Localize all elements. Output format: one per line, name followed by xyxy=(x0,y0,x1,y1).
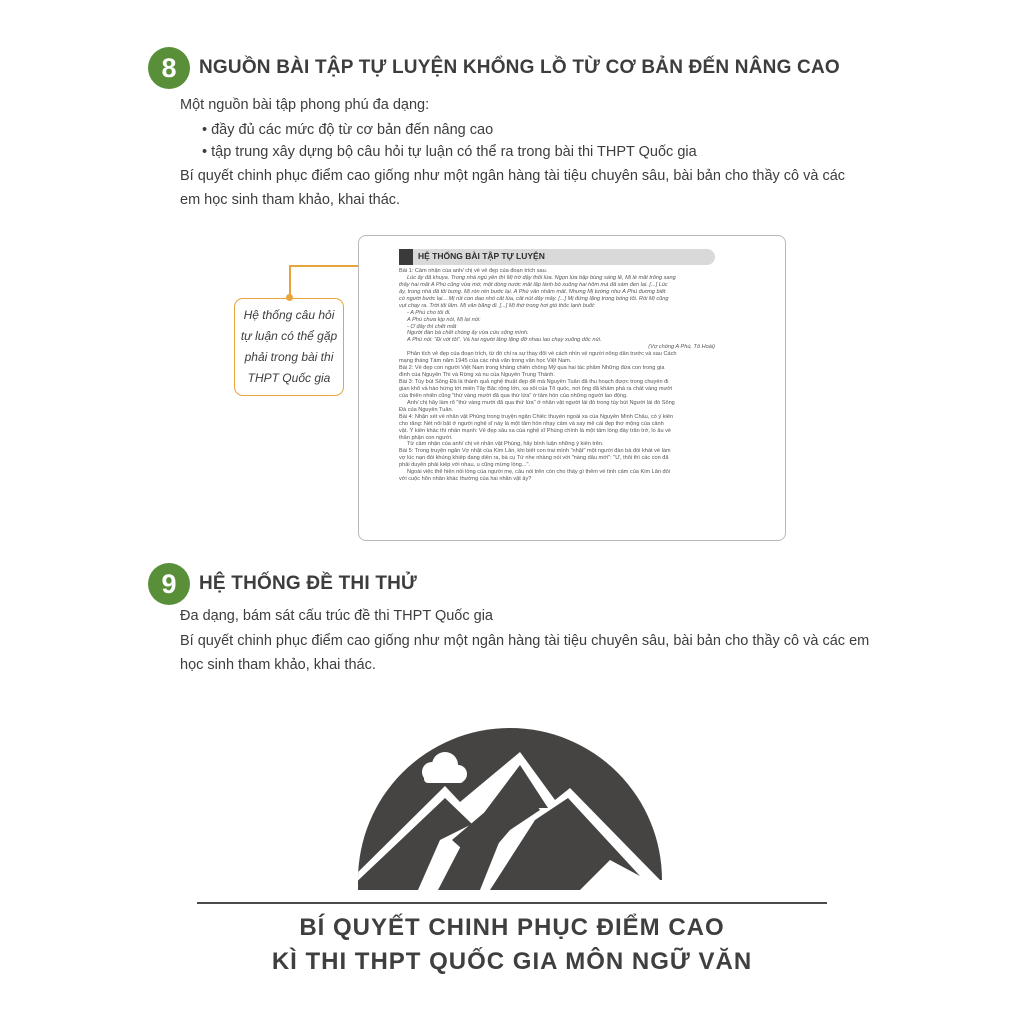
preview-line: phải duyên phải kiếp với nhau, u cũng mừng lòng...". xyxy=(399,462,530,469)
preview-line: Bài 3: Tùy bút Sông Đà là thành quả nghệ thuật đẹp đẽ mà Nguyễn Tuân đã thu hoạch được trong chuyến đi xyxy=(399,379,669,385)
preview-line: vợ lúc nạn đói khủng khiếp đang diễn ra, bà cụ Tứ nhẹ nhàng nói với "nàng dâu mới": "Ừ, thôi thì các con đã xyxy=(399,455,669,462)
preview-line: vật. Ý kiến khác thì nhấn mạnh: Vẻ đẹp sâu xa của nghệ sĩ Phùng chính là một tấm lòng đầy trăn trở, lo âu về xyxy=(399,427,672,434)
exercise-preview-body xyxy=(399,268,715,483)
preview-line: Người đàn bà chết chồng ấy vừa cứu sống mình. xyxy=(407,330,529,337)
section-8-intro: Một nguồn bài tập phong phú đa dạng: xyxy=(180,97,430,113)
preview-line: ấy, trong nhà đã tối bưng. Mị rón rén bước lại. A Phủ vẫn nhắm mắt. Nhưng Mị tưởng như A Phủ đương biết xyxy=(399,288,666,295)
preview-line: Bài 5: Trong truyện ngắn Vợ nhặt của Kim Lân, khi biết con trai mình "nhặt" một người đàn bà đói khát về làm xyxy=(399,448,671,455)
preview-line: Đà của Nguyễn Tuân. xyxy=(399,406,454,413)
title-divider-line xyxy=(197,902,827,904)
section-9-line-3: học sinh tham khảo, khai thác. xyxy=(180,657,376,673)
section-8-title: NGUỒN BÀI TẬP TỰ LUYỆN KHỔNG LỒ TỪ CƠ BẢN ĐẾN NÂNG CAO xyxy=(199,57,840,78)
section-8-bullet-2: • tập trung xây dựng bộ câu hỏi tự luận có thể ra trong bài thi THPT Quốc gia xyxy=(202,144,697,160)
section-8-number-badge: 8 xyxy=(148,47,190,89)
exercise-preview-card xyxy=(358,235,786,541)
mountain-sun-logo-icon xyxy=(340,690,680,890)
preview-line: Từ cảm nhận của anh/ chị về nhân vật Phùng, hãy bình luận những ý kiến trên. xyxy=(407,441,604,448)
section-9-number-badge: 9 xyxy=(148,563,190,605)
header-square-icon xyxy=(399,249,413,265)
preview-line: Anh/ chị hãy làm rõ "thứ vàng mười đã qua thử lửa" ở nhân vật người lái đò trong tùy bút Người lái đò Sông xyxy=(407,399,675,406)
callout-box xyxy=(234,298,344,396)
preview-line: A Phủ chưa kịp nói, Mị lại nói: xyxy=(407,316,481,323)
preview-line: Bài 4: Nhận xét về nhân vật Phùng trong truyện ngắn Chiếc thuyền ngoài xa của Nguyễn Minh Châu, có ý kiến xyxy=(399,413,673,420)
callout-connector-dot xyxy=(286,294,293,301)
preview-line: A Phủ nói: "Đi với tôi". Và hai người lẳng lặng đỡ nhau lao chạy xuống dốc núi. xyxy=(407,337,602,344)
section-9-line-2: Bí quyết chinh phục điểm cao giống như một ngân hàng tài tiệu chuyên sâu, bài bản cho thầy cô và các em xyxy=(180,633,870,649)
book-title-line-1: BÍ QUYẾT CHINH PHỤC ĐIỂM CAO xyxy=(299,914,725,941)
preview-line: Phân tích vẻ đẹp của đoạn trích, từ đó chỉ ra sự thay đổi về cách nhìn về người nông dân trước và sau Cách xyxy=(407,351,677,358)
section-9-line-1: Đa dạng, bám sát cấu trúc đề thi THPT Quốc gia xyxy=(180,608,493,624)
section-8-bullet-1: • đầy đủ các mức độ từ cơ bản đến nâng cao xyxy=(202,122,494,138)
exercise-preview-header xyxy=(399,249,715,265)
preview-line: (Vợ chồng A Phủ, Tô Hoài) xyxy=(648,344,715,351)
preview-line: Bài 2: Về đẹp con người Việt Nam trong kháng chiến chống Mỹ qua hai tác phẩm Những đứa con trong gia xyxy=(399,365,665,372)
section-9-title: HỆ THỐNG ĐỀ THI THỬ xyxy=(199,573,418,594)
preview-line: mạng tháng Tám năm 1945 của các nhà văn trong văn học Việt Nam. xyxy=(399,358,572,365)
preview-line: - Ở đây thì chết mất xyxy=(407,323,457,330)
preview-line: có người bước lại... Mị rút con dao nhỏ cắt lúa, cắt nút dây mây. [...] Mị đứng lặng trong bóng tối. Rồi Mị cũng xyxy=(399,295,669,302)
callout-connector-vertical xyxy=(289,265,291,297)
preview-line: vụt chạy ra. Trời tối lắm. Mị vẫn băng đi. [...] Mị thở trong hơi gió thốc lạnh buốt: xyxy=(399,302,596,309)
book-title-line-2: KÌ THI THPT QUỐC GIA MÔN NGỮ VĂN xyxy=(271,948,753,975)
callout-connector-horizontal xyxy=(289,265,359,267)
preview-line: thân phận con người. xyxy=(399,434,453,441)
preview-line: cho rằng: Nét nổi bật ở người nghệ sĩ này là một tâm hồn nhạy cảm và say mê cái đẹp thơ mộng của cảnh xyxy=(399,420,664,427)
preview-line: của thiên nhiên cũng "thứ vàng mười đã qua thử lửa" ở tâm hồn của những người lao động. xyxy=(399,392,628,399)
preview-line: gian khổ và hào hứng tới miền Tây Bắc rộng lớn, xa xôi của Tổ quốc, nơi ông đã khám phá ra chất vàng mười xyxy=(399,385,673,392)
section-8-description-line-2: em học sinh tham khảo, khai thác. xyxy=(180,192,401,208)
preview-line: thấy hai mắt A Phủ cũng vừa mở, một dòng nước mắt lấp lánh bò xuống hai hõm má đã xám đen lại. [...] Lúc xyxy=(399,281,668,288)
preview-line: với cuộc hôn nhân khác thường của hai nhân vật ấy? xyxy=(399,476,532,483)
callout-text: Hệ thống câu hỏi tự luận có thể gặp phải trong bài thi THPT Quốc gia xyxy=(240,308,338,385)
preview-line: Ngoài việc thể hiện nỗi lòng của người mẹ, câu nói trên còn cho thấy gì thêm về tình cảm của Kim Lân đối xyxy=(407,469,671,476)
preview-line: Lúc ấy đã khuya. Trong nhà ngủ yên thì Mị trở dậy thổi lửa. Ngọn lửa bập bùng sáng lê, Mị lé mắt trông sang xyxy=(407,274,676,281)
preview-line: đình của Nguyễn Thi và Rừng xà nu của Nguyễn Trung Thành. xyxy=(399,372,555,379)
section-8-description-line-1: Bí quyết chinh phục điểm cao giống như một ngân hàng tài tiệu chuyên sâu, bài bản cho thầy cô và các xyxy=(180,168,846,184)
preview-line: - A Phủ cho tôi đi. xyxy=(407,309,451,316)
exercise-preview-title: HỆ THỐNG BÀI TẬP TỰ LUYỆN xyxy=(418,251,545,261)
preview-line: Bài 1: Cảm nhận của anh/ chị về vẻ đẹp của đoạn trích sau. xyxy=(399,268,548,274)
